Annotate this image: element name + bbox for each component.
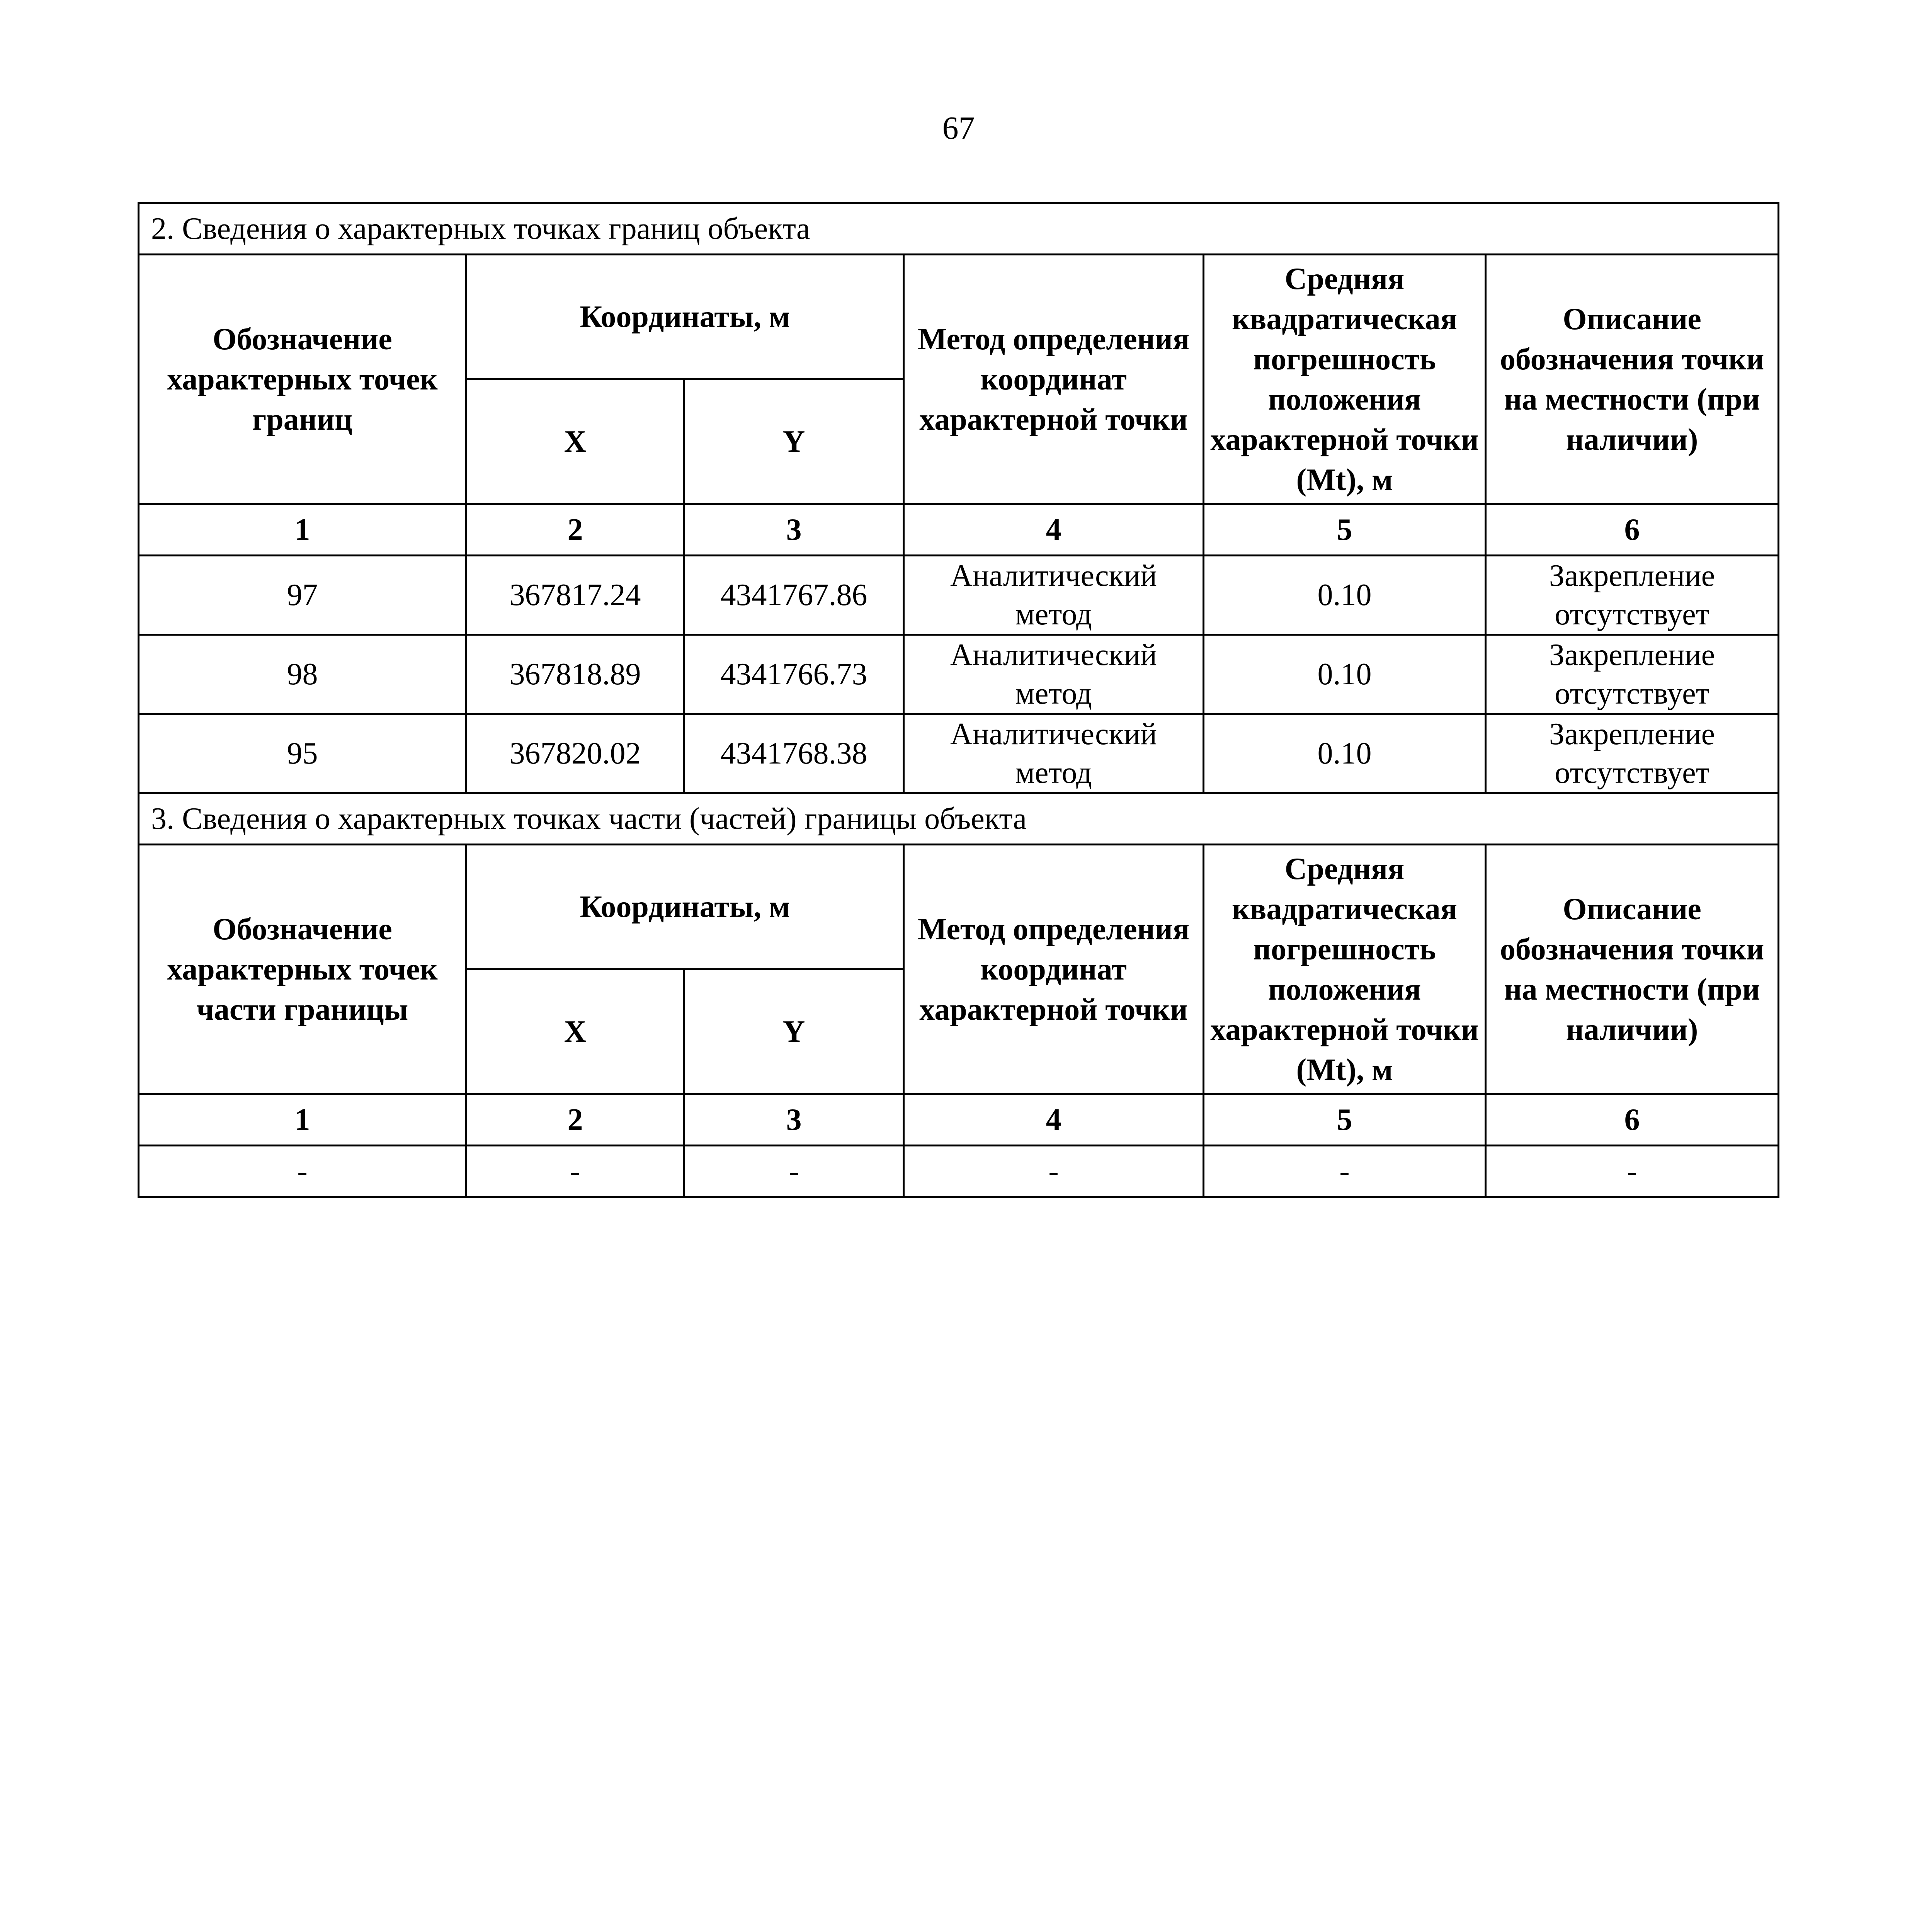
section2-title: 2. Сведения о характерных точках границ объекта	[139, 203, 1779, 255]
column-number: 3	[684, 504, 904, 556]
cell-method: Аналитический метод	[904, 714, 1204, 793]
page-number: 67	[942, 110, 975, 146]
column-number: 3	[684, 1094, 904, 1146]
section2-header-error: Средняя квадратическая погрешность положения характерной точки (Mt), м	[1204, 255, 1486, 504]
section2-header-designation: Обозначение характерных точек границ	[139, 255, 466, 504]
section2-header-row	[139, 255, 1779, 379]
cell-y: 4341766.73	[684, 635, 904, 714]
cell-error: 0.10	[1204, 556, 1486, 635]
cell-error: 0.10	[1204, 635, 1486, 714]
section3-header-method: Метод определения координат характерной точки	[904, 845, 1204, 1094]
cell-x: -	[466, 1146, 684, 1197]
cell-description: -	[1486, 1146, 1779, 1197]
table-row	[139, 714, 1779, 793]
section3-header-error: Средняя квадратическая погрешность положения характерной точки (Mt), м	[1204, 845, 1486, 1094]
cell-y: 4341767.86	[684, 556, 904, 635]
table-row	[139, 635, 1779, 714]
section3-header-designation: Обозначение характерных точек части границы	[139, 845, 466, 1094]
table-row	[139, 1146, 1779, 1197]
cell-point: 98	[139, 635, 466, 714]
section3-header-coordinates: Координаты, м	[466, 845, 904, 969]
cell-point: -	[139, 1146, 466, 1197]
cell-y: 4341768.38	[684, 714, 904, 793]
cell-y: -	[684, 1146, 904, 1197]
cell-error: 0.10	[1204, 714, 1486, 793]
section3-header-row	[139, 845, 1779, 969]
cell-method: Аналитический метод	[904, 556, 1204, 635]
cell-error: -	[1204, 1146, 1486, 1197]
section3-column-numbers	[139, 1094, 1779, 1146]
column-number: 2	[466, 1094, 684, 1146]
cell-x: 367818.89	[466, 635, 684, 714]
section3-title: 3. Сведения о характерных точках части (частей) границы объекта	[139, 793, 1779, 845]
cell-point: 97	[139, 556, 466, 635]
boundary-points-table	[138, 202, 1779, 1198]
section3-header-y: Y	[684, 969, 904, 1094]
section3-title-row	[139, 793, 1779, 845]
column-number: 6	[1486, 1094, 1779, 1146]
cell-description: Закрепление отсутствует	[1486, 635, 1779, 714]
section2-title-row	[139, 203, 1779, 255]
section3-header-description: Описание обозначения точки на местности (при наличии)	[1486, 845, 1779, 1094]
column-number: 1	[139, 504, 466, 556]
column-number: 6	[1486, 504, 1779, 556]
cell-method: Аналитический метод	[904, 635, 1204, 714]
cell-description: Закрепление отсутствует	[1486, 556, 1779, 635]
cell-point: 95	[139, 714, 466, 793]
column-number: 1	[139, 1094, 466, 1146]
section2-column-numbers	[139, 504, 1779, 556]
table-row	[139, 556, 1779, 635]
column-number: 4	[904, 1094, 1204, 1146]
column-number: 2	[466, 504, 684, 556]
cell-x: 367817.24	[466, 556, 684, 635]
cell-method: -	[904, 1146, 1204, 1197]
column-number: 4	[904, 504, 1204, 556]
section2-header-method: Метод определения координат характерной точки	[904, 255, 1204, 504]
cell-x: 367820.02	[466, 714, 684, 793]
section2-header-description: Описание обозначения точки на местности (при наличии)	[1486, 255, 1779, 504]
column-number: 5	[1204, 1094, 1486, 1146]
section2-header-y: Y	[684, 379, 904, 504]
section2-header-x: X	[466, 379, 684, 504]
cell-description: Закрепление отсутствует	[1486, 714, 1779, 793]
section2-header-coordinates: Координаты, м	[466, 255, 904, 379]
column-number: 5	[1204, 504, 1486, 556]
section3-header-x: X	[466, 969, 684, 1094]
